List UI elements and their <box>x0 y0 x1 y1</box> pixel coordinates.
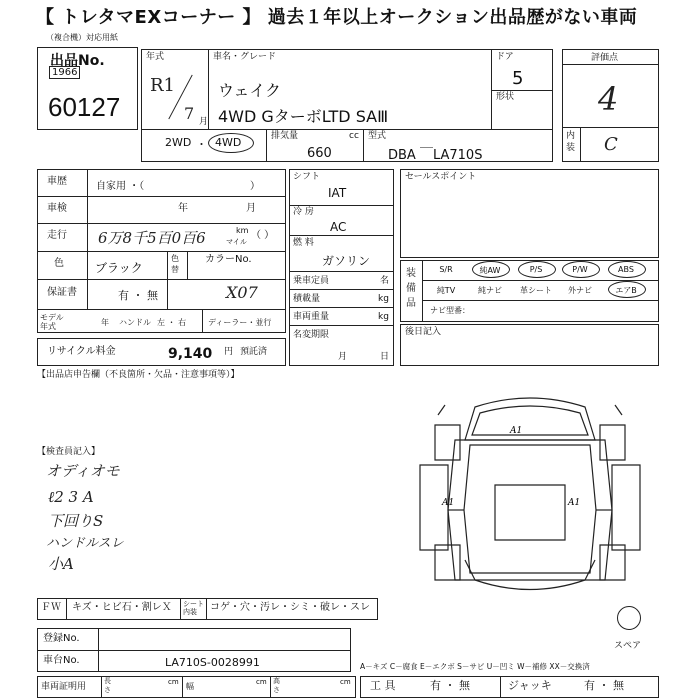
spare-tire-circle <box>617 606 641 630</box>
equip-aw: 純AW <box>479 266 501 275</box>
interior-label: 内装 <box>566 131 576 153</box>
post-inspection-label: 後日記入 <box>405 327 442 337</box>
weight-label: 車両重量 <box>293 312 330 322</box>
dealer-label: ディーラー・並行 <box>208 318 272 327</box>
drive-sep: ・ <box>196 138 207 151</box>
name-label: 車名・グレード <box>213 52 277 62</box>
model-name: ウェイク <box>218 81 282 100</box>
change-date-month: 月 <box>338 352 348 362</box>
year-month: 7 <box>184 104 195 123</box>
interior-value: C <box>604 134 618 155</box>
jack-value: 有 ・ 無 <box>584 679 624 692</box>
change-date-day: 日 <box>380 352 390 362</box>
car-damage-diagram <box>400 385 660 610</box>
inspector-line-1: オディオモ <box>46 462 120 480</box>
damage-mark-right: A1 <box>568 498 581 508</box>
seller-notes-label: 【出品店申告欄（不良箇所・欠品・注意事項等）】 <box>37 370 240 380</box>
registration-label: 登録No. <box>43 633 80 644</box>
handle-lr: 左 ・ 右 <box>157 318 187 327</box>
warranty-label: 保証書 <box>47 287 77 298</box>
chassis-value: LA710S-0028991 <box>165 656 260 669</box>
color-change-label: 色替 <box>171 254 179 274</box>
mileage-paren: （ ） <box>251 230 275 241</box>
recycle-unit: 円 <box>224 347 234 357</box>
nav-model-label: ナビ型番： <box>430 306 470 315</box>
equip-nav: 純ナビ <box>478 286 502 295</box>
equip-ps: P/S <box>529 265 543 274</box>
chassis-label: 車台No. <box>43 655 80 666</box>
damage-legend: A－キズ C－腐食 E－エクボ S－サビ U－凹ミ W－補修 XX－交換済 <box>360 662 590 671</box>
equip-abs-circle <box>608 261 646 278</box>
lot-number: 60127 <box>48 92 121 122</box>
equipment-label: 装備品 <box>406 268 416 309</box>
load-label: 積載量 <box>293 294 321 304</box>
dim-length-unit: cm <box>168 678 179 686</box>
capacity-unit: 名 <box>380 276 390 286</box>
fuel-value: ガソリン <box>322 254 371 268</box>
model-year-year: 年 <box>101 318 109 327</box>
color-code-label: カラーNo. <box>205 254 252 265</box>
equip-sr: S/R <box>439 265 453 274</box>
capacity-label: 乗車定員 <box>293 276 330 286</box>
year-era: R1 <box>150 75 176 96</box>
drive-2wd: 2WD <box>165 136 192 149</box>
recycle-note: 預託済 <box>240 347 268 357</box>
shift-value: IAT <box>328 186 347 200</box>
sub-note: （複合機）対応用紙 <box>46 33 118 42</box>
mileage-label: 走行 <box>47 230 67 241</box>
jack-label: ジャッキ <box>508 679 552 692</box>
history-value: 自家用 ・（ <box>96 181 145 192</box>
equip-airbag-circle <box>608 281 646 298</box>
fw-label: ＦＷ <box>41 602 61 613</box>
load-unit: kg <box>378 294 389 304</box>
sales-point-box <box>400 169 659 258</box>
model-code-label: 型式 <box>368 131 387 141</box>
fuel-label: 燃 料 <box>293 238 314 248</box>
warranty-value: 有 ・ 無 <box>118 289 158 302</box>
grade-name: 4WD GターボLTD SAⅢ <box>218 107 389 126</box>
spare-label: スペア <box>614 641 642 651</box>
color-value: ブラック <box>95 261 143 275</box>
weight-unit: kg <box>378 312 389 322</box>
recycle-value: 9,140 <box>168 346 213 362</box>
change-date-label: 名変期限 <box>293 330 330 340</box>
drive-4wd: 4WD <box>215 136 242 149</box>
shape-label: 形状 <box>496 92 515 102</box>
year-month-unit: 月 <box>199 117 209 127</box>
dimensions-label: 車両証明用 <box>41 682 87 692</box>
damage-mark-front: A1 <box>510 426 523 436</box>
history-close: ） <box>250 181 260 192</box>
seat-items: コゲ・穴・汚レ・シミ・破レ・スレ <box>210 602 370 613</box>
mileage-mile: マイル <box>226 238 247 246</box>
rating-value: 4 <box>598 80 619 118</box>
dim-length: 長さ <box>104 677 111 694</box>
model-year-label: モデル年式 <box>40 313 64 331</box>
ac-value: AC <box>330 220 347 234</box>
mileage-value: 6万8千5百0百6 <box>98 229 206 247</box>
inspector-line-4: ハンドルスレ <box>46 536 124 551</box>
equip-tv: 純TV <box>436 286 456 295</box>
equip-ps-circle <box>518 261 556 278</box>
rating-label: 評価点 <box>591 53 619 63</box>
model-code-value: DBA ￣LA710S <box>388 148 483 163</box>
dim-width: 幅 <box>186 682 194 691</box>
color-label: 色 <box>54 258 64 269</box>
dim-width-unit: cm <box>256 678 267 686</box>
recycle-label: リサイクル料金 <box>47 346 116 357</box>
inspector-label: 【検査員記入】 <box>37 447 101 457</box>
door-label: ドア <box>496 52 514 62</box>
inspector-line-3: 下回りS <box>48 512 104 530</box>
equip-pw-circle <box>562 261 600 278</box>
handle-label: ハンドル <box>119 318 151 327</box>
fw-items: キズ・ヒビ石・割レＸ <box>72 602 172 613</box>
inspection-year: 年 <box>178 203 188 214</box>
tools-label: 工 具 <box>370 679 396 692</box>
mileage-km: km <box>236 226 249 235</box>
displacement-unit: cc <box>349 131 359 141</box>
equip-leather: 革シート <box>520 286 552 295</box>
lot-code: 1966 <box>49 66 80 79</box>
equip-extnav: 外ナビ <box>568 286 592 295</box>
inspection-month: 月 <box>246 203 256 214</box>
sales-point-label: セールスポイント <box>405 172 477 182</box>
lot-label: 出品No. <box>50 53 105 69</box>
equip-abs: ABS <box>618 265 634 274</box>
damage-mark-left: A1 <box>442 498 455 508</box>
color-code-value: X07 <box>226 283 258 302</box>
displacement-label: 排気量 <box>271 131 299 141</box>
equip-aw-circle <box>472 261 510 278</box>
history-label: 車歴 <box>47 176 67 187</box>
header-banner <box>36 0 666 31</box>
inspection-label: 車検 <box>47 203 67 214</box>
ac-label: 冷 房 <box>293 207 314 217</box>
year-label: 年式 <box>146 52 165 62</box>
shift-label: シフト <box>293 172 321 182</box>
inspector-line-5: 小A <box>48 555 74 573</box>
seat-label: シート内装 <box>183 600 204 616</box>
tools-value: 有 ・ 無 <box>430 679 470 692</box>
banner-text: 【 トレタマEXコーナー 】 過去１年以上オークション出品歴がない車両 <box>36 7 638 28</box>
displacement-value: 660 <box>307 146 332 161</box>
dim-height-unit: cm <box>340 678 351 686</box>
inspector-line-2: ℓ2 3 A <box>48 488 94 506</box>
equip-airbag: エアB <box>615 286 637 295</box>
dim-height: 高さ <box>273 677 280 694</box>
door-value: 5 <box>512 68 524 89</box>
equip-pw: P/W <box>572 265 588 274</box>
